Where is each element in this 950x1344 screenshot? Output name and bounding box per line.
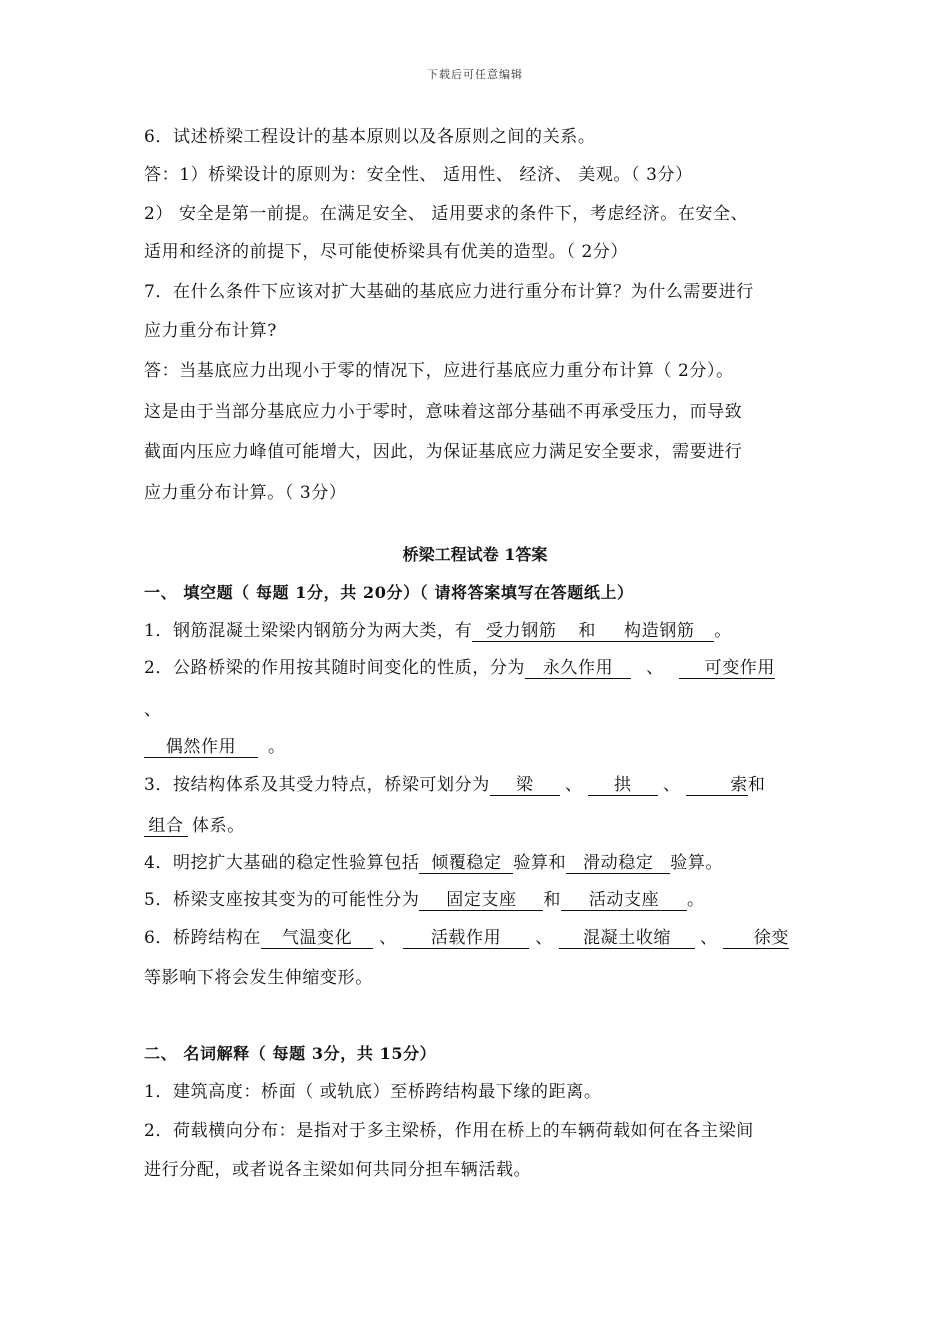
fill-item-5: 5．桥梁支座按其变为的可能性分为 固定支座 和 活动支座 。 (144, 890, 705, 910)
fill-item-6: 6．桥跨结构在 气温变化 、 活载作用 、 混凝土收缩 、 徐变 (144, 928, 790, 948)
answer-7-line-4: 应力重分布计算。（ 3分） (144, 483, 347, 503)
answer-6-line-2: 2） 安全是第一前提。在满足安全、 适用要求的条件下，考虑经济。在安全、 (144, 204, 749, 224)
fill-item-6-cont: 等影响下将会发生伸缩变形。 (144, 968, 373, 988)
answer-blank: 活动支座 (561, 891, 687, 911)
term-item-2-line-2: 进行分配，或者说各主梁如何共同分担车辆活载。 (144, 1160, 532, 1180)
answer-blank: 徐变 (723, 929, 789, 949)
answer-blank: 活载作用 (403, 929, 529, 949)
question-7-line-1: 7．在什么条件下应该对扩大基础的基底应力进行重分布计算？为什么需要进行 (144, 282, 754, 302)
question-7-line-2: 应力重分布计算? (144, 321, 277, 341)
answer-7-line-3: 截面内压应力峰值可能增大，因此，为保证基底应力满足安全要求，需要进行 (144, 442, 743, 462)
answer-title: 桥梁工程试卷 1答案 (402, 545, 548, 564)
answer-blank: 索 (686, 776, 748, 796)
fill-item-2: 2．公路桥梁的作用按其随时间变化的性质，分为 永久作用 、 可变作用 (144, 658, 776, 678)
answer-blank: 组合 (144, 817, 188, 837)
term-item-2-line-1: 2．荷载横向分布：是指对于多主梁桥，作用在桥上的车辆荷载如何在各主梁间 (144, 1121, 754, 1141)
answer-blank: 永久作用 (525, 659, 631, 679)
fill-item-3-cont: 组合 体系。 (144, 815, 245, 837)
answer-blank: 固定支座 (419, 891, 543, 911)
answer-blank: 可变作用 (679, 659, 775, 679)
answer-6-line-3: 适用和经济的前提下，尽可能使桥梁具有优美的造型。（ 2分） (144, 242, 629, 262)
answer-blank: 混凝土收缩 (559, 929, 695, 949)
question-6: 6．试述桥梁工程设计的基本原则以及各原则之间的关系。 (144, 127, 596, 147)
fill-item-4: 4．明挖扩大基础的稳定性验算包括 倾覆稳定 验算和 滑动稳定 验算。 (144, 853, 724, 873)
answer-blank: 构造钢筋 (604, 622, 714, 642)
answer-blank: 滑动稳定 (566, 854, 670, 874)
answer-blank: 拱 (588, 776, 658, 796)
answer-blank: 偶然作用 (144, 738, 258, 758)
fill-item-2-wrap: 、 (144, 700, 162, 720)
fill-item-1: 1．钢筋混凝土梁梁内钢筋分为两大类，有 受力钢筋 和 构造钢筋 。 (144, 621, 732, 641)
answer-blank: 倾覆稳定 (419, 854, 513, 874)
fill-item-3: 3．按结构体系及其受力特点，桥梁可划分为 梁 、 拱 、 索和 (144, 775, 766, 795)
answer-blank: 受力钢筋 (472, 622, 570, 642)
section-1-heading: 一、 填空题（ 每题 1分，共 20分）（ 请将答案填写在答题纸上） (144, 583, 634, 602)
answer-6-line-1: 答：1）桥梁设计的原则为：安全性、 适用性、 经济、 美观。（ 3分） (144, 165, 693, 185)
answer-7-line-2: 这是由于当部分基底应力小于零时，意味着这部分基础不再承受压力，而导致 (144, 402, 743, 422)
page-header: 下载后可任意编辑 (427, 68, 523, 81)
term-item-1: 1．建筑高度：桥面（ 或轨底）至桥跨结构最下缘的距离。 (144, 1082, 602, 1102)
answer-blank: 气温变化 (261, 929, 373, 949)
answer-blank: 梁 (490, 776, 560, 796)
fill-item-2-cont: 偶然作用 。 (144, 736, 286, 758)
answer-7-line-1: 答：当基底应力出现小于零的情况下，应进行基底应力重分布计算（ 2分）。 (144, 361, 734, 381)
section-2-heading: 二、 名词解释（ 每题 3分，共 15分） (144, 1044, 437, 1063)
